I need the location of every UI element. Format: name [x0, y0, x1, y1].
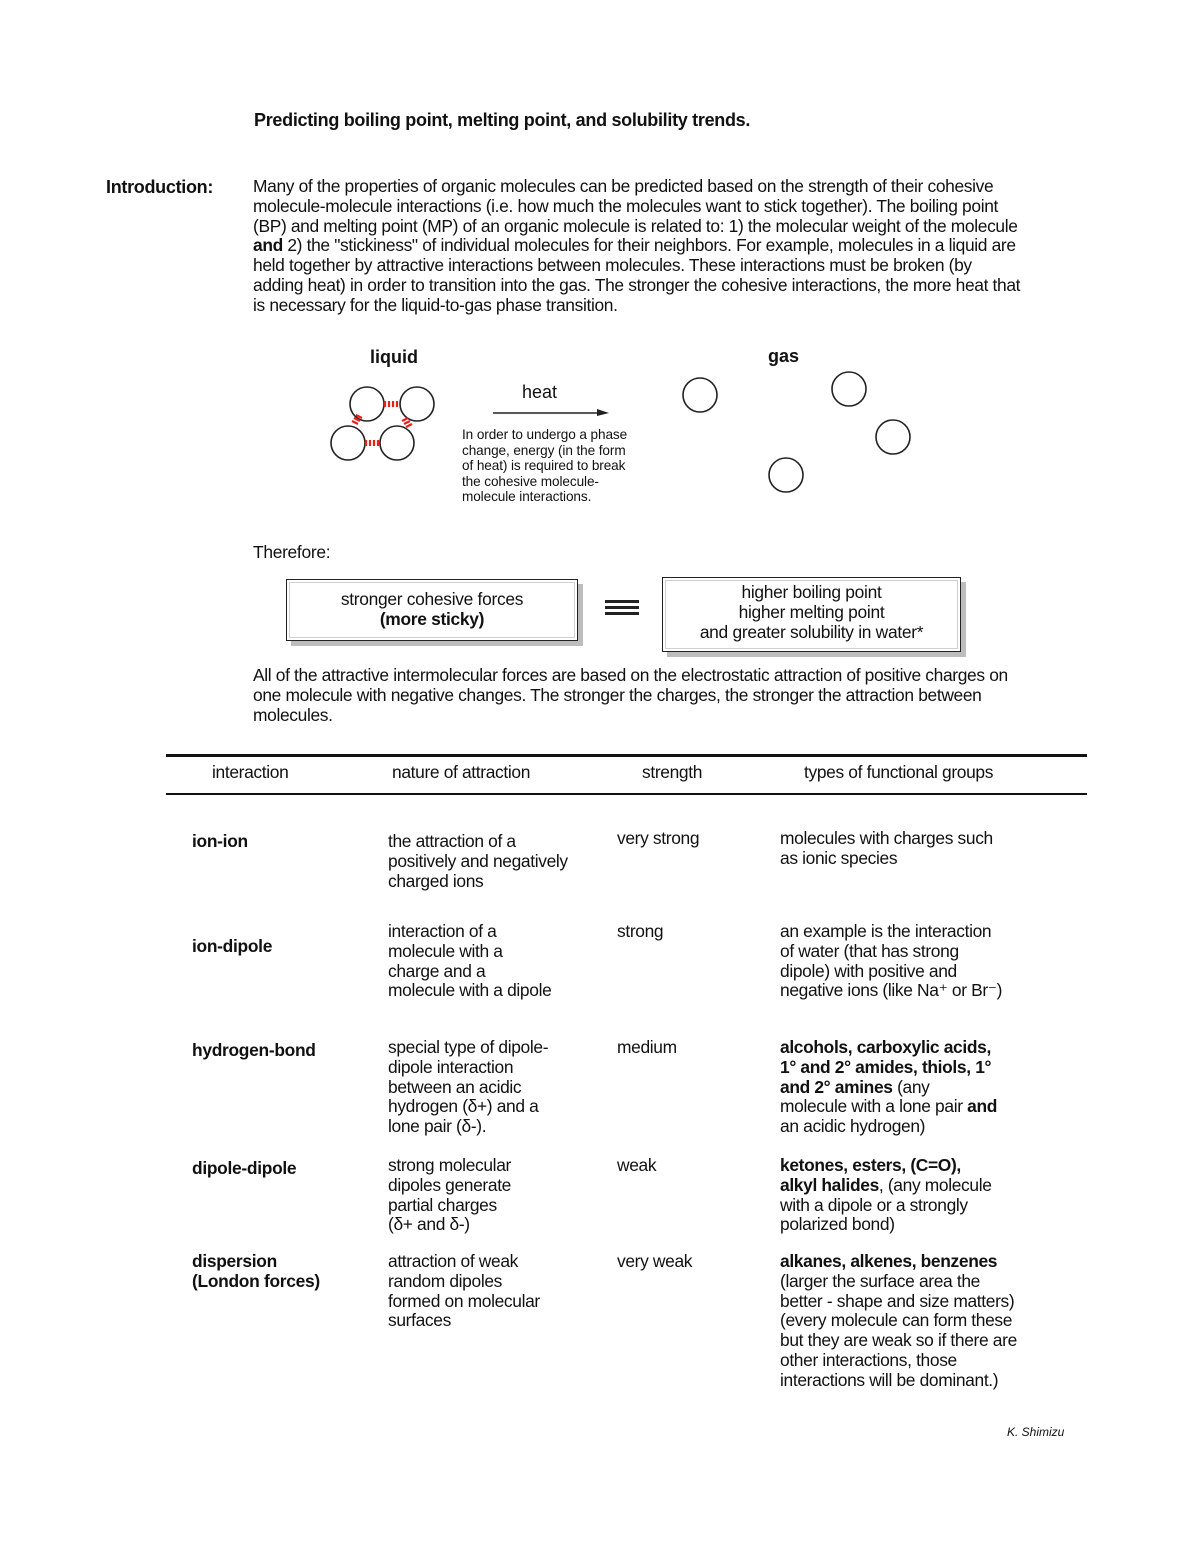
summary-paragraph: All of the attractive intermolecular forces are based on the electrostatic attraction of positive charges on one molecule with negative changes. The stronger the charges, the stronger the attraction between molecules.	[253, 665, 1008, 725]
groups-line	[780, 981, 1002, 1001]
nature-line: random dipoles	[388, 1270, 503, 1291]
strength-value: strong	[617, 921, 664, 941]
strength-value: medium	[617, 1037, 677, 1057]
nature-line: dipole interaction	[388, 1056, 514, 1077]
functional-groups	[780, 1252, 1017, 1391]
groups-line	[780, 1215, 992, 1235]
groups-text: (larger the surface area the	[780, 1270, 980, 1291]
groups-text: an acidic hydrogen)	[780, 1116, 926, 1137]
diagram-caption	[462, 427, 627, 505]
groups-text: better - shape and size matters)	[780, 1290, 1015, 1311]
caption-line: of heat) is required to break	[462, 458, 626, 474]
groups-line	[780, 849, 993, 869]
nature-line: formed on molecular	[388, 1290, 540, 1311]
groups-line	[780, 922, 1002, 942]
gas-molecule-icon	[683, 378, 717, 412]
properties-box	[662, 577, 961, 652]
groups-line	[780, 1252, 1017, 1272]
nature-line: molecule with a dipole	[388, 980, 552, 1001]
liquid-label: liquid	[370, 347, 418, 367]
nature-line: dipoles generate	[388, 1174, 511, 1195]
nature-of-attraction	[388, 1252, 540, 1331]
interaction-name-line: (London forces)	[192, 1270, 320, 1291]
groups-line	[780, 1176, 992, 1196]
nature-line: positively and negatively	[388, 850, 568, 871]
nature-line: between an acidic	[388, 1076, 522, 1097]
introduction-label: Introduction:	[106, 177, 214, 197]
groups-bold-text: alkanes, alkenes, benzenes	[780, 1251, 998, 1271]
author-credit: K. Shimizu	[1007, 1425, 1065, 1439]
groups-text: interactions will be dominant.)	[780, 1369, 999, 1390]
gas-molecule-icon	[876, 420, 910, 454]
box-line-bold: (more sticky)	[379, 609, 485, 629]
gas-molecule-icon	[769, 458, 803, 492]
nature-line: the attraction of a	[388, 831, 516, 851]
interaction-name-line: ion-ion	[192, 831, 248, 851]
intro-text-bold: and	[253, 235, 283, 256]
groups-line	[780, 1078, 997, 1098]
header-strength: strength	[642, 762, 703, 782]
nature-line: special type of dipole-	[388, 1037, 549, 1057]
nature-line: charge and a	[388, 960, 486, 981]
groups-text: (every molecule can form these	[780, 1310, 1013, 1331]
strength-value: very weak	[617, 1251, 693, 1271]
caption-line: change, energy (in the form	[462, 442, 626, 458]
groups-line	[780, 962, 1002, 982]
header-groups: types of functional groups	[804, 762, 994, 782]
groups-bold-text: ketones, esters, (C=O),	[780, 1155, 961, 1175]
groups-line	[780, 1292, 1017, 1312]
interaction-name-line: dispersion	[192, 1251, 277, 1271]
nature-line: hydrogen (δ+) and a	[388, 1096, 539, 1117]
table-header-rule	[166, 793, 1087, 795]
groups-bold-text: alcohols, carboxylic acids,	[780, 1037, 991, 1057]
groups-text: with a dipole or a strongly	[780, 1194, 968, 1215]
groups-text: as ionic species	[780, 847, 898, 868]
box-line: stronger cohesive forces	[340, 589, 524, 609]
groups-line	[780, 1351, 1017, 1371]
interaction-name	[192, 832, 248, 852]
nature-of-attraction	[388, 922, 551, 1001]
box-line: higher boiling point	[741, 582, 882, 602]
groups-line	[780, 1117, 997, 1137]
nature-line: surfaces	[388, 1310, 451, 1331]
cohesive-forces-box	[286, 579, 578, 641]
functional-groups	[780, 922, 1002, 1001]
caption-line: molecule interactions.	[462, 489, 592, 505]
groups-bold-text: alkyl halides	[780, 1174, 879, 1195]
gas-molecule-icon	[832, 372, 866, 406]
heat-label: heat	[522, 382, 558, 402]
groups-text: molecule with a lone pair	[780, 1096, 968, 1117]
caption-line: In order to undergo a phase	[462, 427, 628, 442]
groups-line	[780, 829, 993, 849]
functional-groups	[780, 829, 993, 869]
interaction-name-line: dipole-dipole	[192, 1158, 297, 1178]
strength-value: very strong	[617, 828, 700, 848]
caption-line: the cohesive molecule-	[462, 473, 599, 489]
groups-line	[780, 1156, 992, 1176]
liquid-molecule-icon	[331, 426, 365, 460]
groups-line	[780, 1058, 997, 1078]
nature-line: (δ+ and δ-)	[388, 1214, 470, 1235]
therefore-label: Therefore:	[253, 542, 331, 562]
functional-groups	[780, 1156, 992, 1235]
functional-groups	[780, 1038, 997, 1137]
nature-line: charged ions	[388, 870, 484, 891]
groups-text: other interactions, those	[780, 1349, 957, 1370]
groups-text: (any	[892, 1076, 930, 1097]
groups-bold-text: 1° and 2° amides, thiols, 1°	[780, 1056, 992, 1077]
box-line: and greater solubility in water*	[699, 622, 924, 642]
strength-value: weak	[617, 1155, 657, 1175]
interaction-name	[192, 1252, 320, 1292]
page-title: Predicting boiling point, melting point, and solubility trends.	[254, 110, 751, 130]
header-interaction: interaction	[212, 762, 289, 782]
groups-text: an example is the interaction	[780, 921, 992, 941]
nature-of-attraction	[388, 1156, 511, 1235]
interaction-bonds-icon	[352, 401, 412, 446]
nature-of-attraction	[388, 1038, 548, 1137]
intro-text-part2: 2) the "stickiness" of individual molecules for their neighbors. For example, molecules in a liquid are held together by attractive interactions between molecules. These interactions must be broken (by adding heat) in order to transition into the gas. The stronger the cohesive interactions, the more heat that is necessary for the liquid-to-gas phase transition.	[253, 235, 1021, 315]
groups-line	[780, 1196, 992, 1216]
nature-line: interaction of a	[388, 921, 497, 941]
groups-line	[780, 1097, 997, 1117]
interaction-name-line: ion-dipole	[192, 936, 273, 956]
header-nature: nature of attraction	[392, 762, 531, 782]
groups-text: but they are weak so if there are	[780, 1330, 1017, 1351]
groups-text: dipole) with positive and	[780, 960, 957, 981]
groups-bold-text: and	[967, 1096, 998, 1117]
nature-line: molecule with a	[388, 940, 503, 961]
groups-line	[780, 1311, 1017, 1331]
groups-text: molecules with charges such	[780, 828, 993, 848]
groups-text: negative ions (like Na⁺ or Br⁻)	[780, 980, 1003, 1001]
nature-line: strong molecular	[388, 1155, 511, 1175]
intro-text-part1: Many of the properties of organic molecules can be predicted based on the strength of their cohesive molecule-molecule interactions (i.e. how much the molecules want to stick together). The boiling point (BP) and melting point (MP) of an organic molecule is related to: 1) the molecular weight of the molecule	[253, 176, 1018, 236]
liquid-molecule-icon	[350, 387, 384, 421]
liquid-molecule-icon	[400, 387, 434, 421]
box-line: higher melting point	[738, 602, 885, 622]
groups-line	[780, 1038, 997, 1058]
interaction-name	[192, 1041, 316, 1061]
groups-line	[780, 1371, 1017, 1391]
equivalence-icon	[605, 600, 639, 618]
nature-line: partial charges	[388, 1194, 497, 1215]
nature-of-attraction	[388, 832, 568, 891]
groups-text: polarized bond)	[780, 1214, 895, 1235]
groups-text: of water (that has strong	[780, 940, 959, 961]
interaction-name-line: hydrogen-bond	[192, 1040, 316, 1060]
nature-line: lone pair (δ-).	[388, 1116, 487, 1137]
groups-text: , (any molecule	[878, 1174, 992, 1195]
table-top-rule	[166, 754, 1087, 757]
liquid-molecule-icon	[380, 426, 414, 460]
nature-line: attraction of weak	[388, 1251, 518, 1271]
groups-bold-text: and 2° amines	[780, 1076, 893, 1097]
groups-line	[780, 1331, 1017, 1351]
groups-line	[780, 1272, 1017, 1292]
groups-line	[780, 942, 1002, 962]
gas-label: gas	[768, 346, 800, 366]
interaction-name	[192, 937, 272, 957]
heat-arrow-icon	[493, 409, 609, 416]
interaction-name	[192, 1159, 296, 1179]
